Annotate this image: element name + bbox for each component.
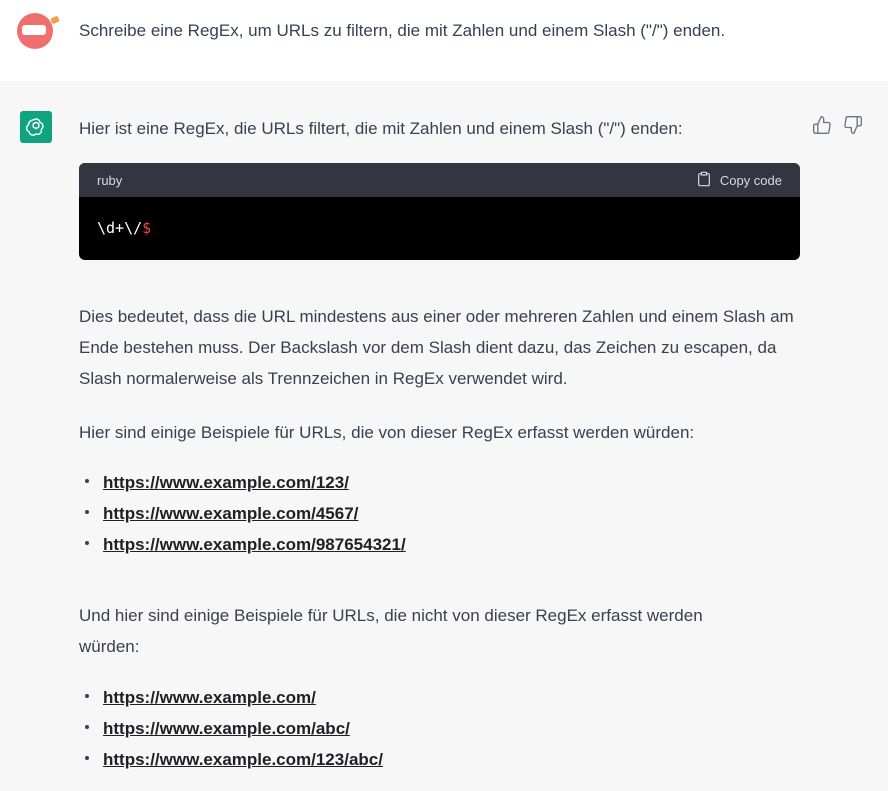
user-message-row — [0, 0, 888, 81]
bullet-icon — [85, 725, 89, 729]
bullet-icon — [85, 756, 89, 760]
assistant-message-row — [0, 81, 888, 791]
copy-code-button[interactable] — [696, 171, 782, 190]
bullet-icon — [85, 510, 89, 514]
example-link[interactable]: https://www.example.com/123/ — [103, 473, 349, 492]
explanation-paragraph: Dies bedeutet, dass die URL mindestens aus einer oder mehreren Zahlen und einem Slash am Ende bestehen muss. Der Backslash vor dem Slash dient dazu, das Zeichen zu escapen, da Slash normalerweise als Trennzeichen in RegEx verwendet wird. — [79, 307, 794, 388]
bullet-icon — [85, 694, 89, 698]
example-link[interactable]: https://www.example.com/abc/ — [103, 719, 350, 738]
thumbs-down-icon[interactable] — [843, 115, 863, 135]
code-language-label: ruby — [97, 172, 123, 188]
regex-main: \d+\/ — [97, 219, 143, 237]
clipboard-icon — [696, 171, 712, 190]
ninja-avatar-icon — [17, 13, 53, 49]
example-link[interactable]: https://www.example.com/ — [103, 688, 316, 707]
matching-examples-intro: Hier sind einige Beispiele für URLs, die von dieser RegEx erfasst werden würden: — [79, 423, 695, 442]
code-block-header — [79, 163, 800, 197]
example-link[interactable]: https://www.example.com/123/abc/ — [103, 750, 383, 769]
bullet-icon — [85, 479, 89, 483]
code-block — [79, 163, 800, 260]
nonmatching-examples-intro: Und hier sind einige Beispiele für URLs, die nicht von dieser RegEx erfasst werden würden: — [79, 606, 703, 656]
assistant-intro-text: Hier ist eine RegEx, die URLs filtert, die mit Zahlen und einem Slash ("/") enden: — [79, 119, 683, 138]
user-message-text: Schreibe eine RegEx, um URLs zu filtern, die mit Zahlen und einem Slash ("/") enden. — [79, 21, 726, 40]
regex-end-anchor: $ — [142, 219, 152, 237]
code-content — [79, 197, 800, 259]
bullet-icon — [85, 541, 89, 545]
copy-code-label: Copy code — [719, 172, 782, 188]
example-link[interactable]: https://www.example.com/987654321/ — [103, 535, 406, 554]
openai-logo-icon — [20, 111, 52, 143]
thumbs-up-icon[interactable] — [812, 115, 832, 135]
example-link[interactable]: https://www.example.com/4567/ — [103, 504, 359, 523]
